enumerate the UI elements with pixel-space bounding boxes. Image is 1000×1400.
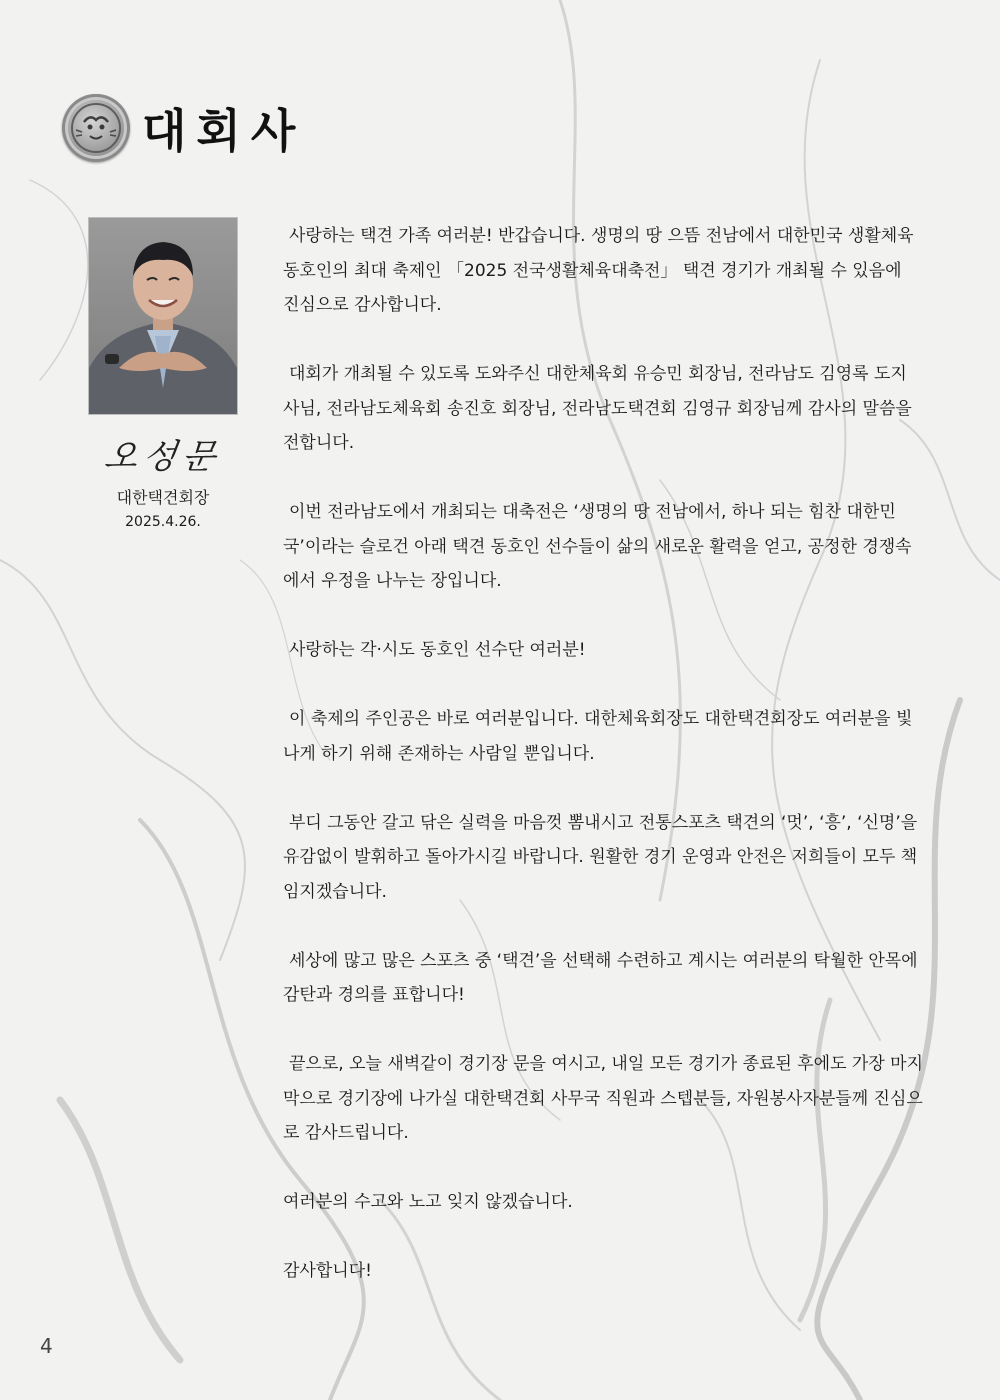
paragraph: 여러분의 수고와 노고 잊지 않겠습니다. xyxy=(283,1192,573,1212)
author-title: 대한택견회장 xyxy=(116,488,210,507)
address-body xyxy=(283,219,923,1323)
tiger-emblem-seal-icon xyxy=(62,94,130,162)
closing-paragraph: 감사합니다! xyxy=(283,1261,372,1281)
signature-text: 오성문 xyxy=(101,437,224,477)
author-signature xyxy=(88,429,238,477)
paragraph: 사랑하는 택견 가족 여러분! 반갑습니다. 생명의 땅 으뜸 전남에서 대한민국 생활체육 동호인의 최대 축제인 「2025 전국생활체육대축전」 택견 경기가 개최될 수 있음에 진심으로 감사합니다. xyxy=(283,226,914,315)
page-title: 대회사 xyxy=(142,104,306,158)
page-number: 4 xyxy=(40,1334,53,1358)
paragraph: 이 축제의 주인공은 바로 여러분입니다. 대한체육회장도 대한택견회장도 여러분을 빛나게 하기 위해 존재하는 사람일 뿐입니다. xyxy=(283,709,913,764)
paragraph: 이번 전라남도에서 개최되는 대축전은 ‘생명의 땅 전남에서, 하나 되는 힘찬 대한민국’이라는 슬로건 아래 택견 동호인 선수들이 삶의 새로운 활력을 얻고, 공정한 경쟁속에서 우정을 나누는 장입니다. xyxy=(283,502,912,591)
paragraph: 끝으로, 오늘 새벽같이 경기장 문을 여시고, 내일 모든 경기가 종료된 후에도 가장 마지막으로 경기장에 나가실 대한택견회 사무국 직원과 스텝분들, 자원봉사자분들께 진심으로 감사드립니다. xyxy=(283,1054,924,1143)
paragraph: 세상에 많고 많은 스포츠 중 ‘택견’을 선택해 수련하고 계시는 여러분의 탁월한 안목에 감탄과 경의를 표합니다! xyxy=(283,950,918,1005)
paragraph: 대회가 개최될 수 있도록 도와주신 대한체육회 유승민 회장님, 전라남도 김영록 도지사님, 전라남도체육회 송진호 회장님, 전라남도택견회 김영규 회장님께 감사의 말씀을 전합니다. xyxy=(283,364,912,453)
author-portrait xyxy=(88,217,238,415)
author-panel xyxy=(88,217,238,530)
paragraph: 부디 그동안 갈고 닦은 실력을 마음껏 뽐내시고 전통스포츠 택견의 ‘멋’, ‘흥’, ‘신명’을 유감없이 발휘하고 돌아가시길 바랍니다. 원활한 경기 운영과 안전은 저희들이 모두 책임지겠습니다. xyxy=(283,812,918,902)
page-heading xyxy=(62,92,305,164)
author-date: 2025.4.26. xyxy=(125,514,201,530)
paragraph: 사랑하는 각·시도 동호인 선수단 여러분! xyxy=(289,640,586,660)
